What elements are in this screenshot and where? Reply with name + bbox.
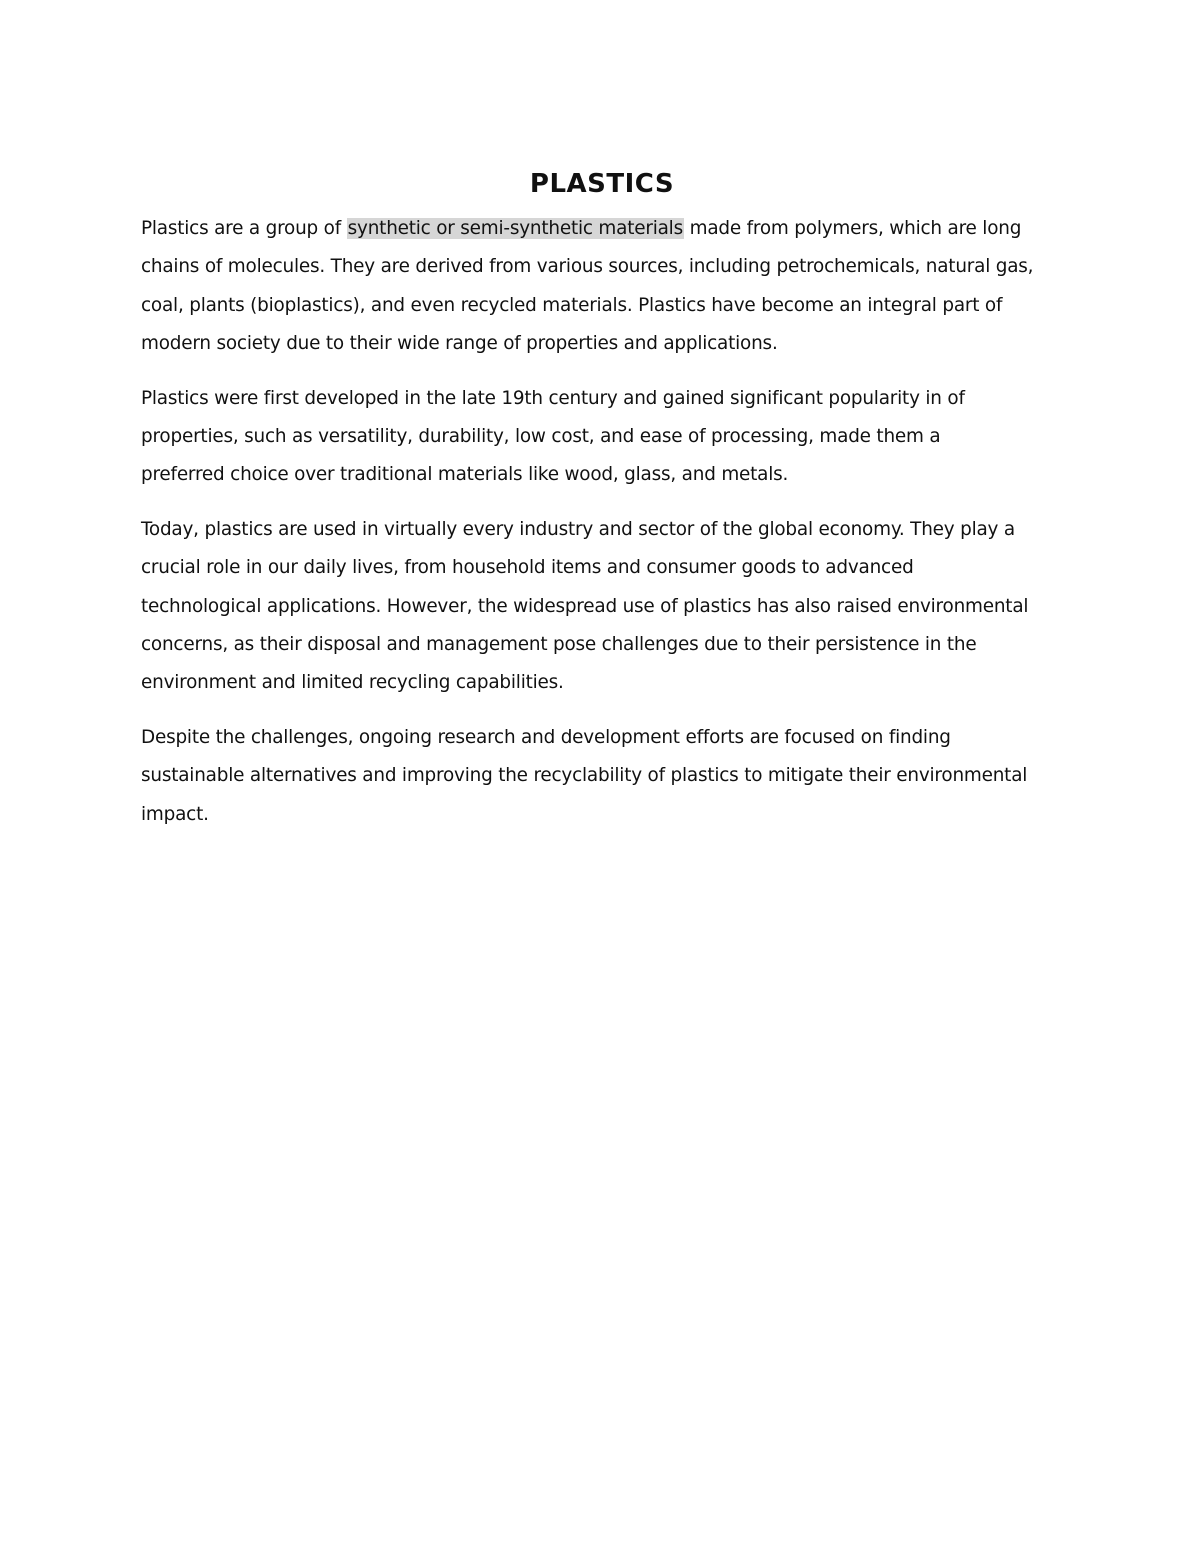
document-content (141, 162, 1063, 850)
paragraph-line[interactable]: properties, such as versatility, durability, low cost, and ease of processing, made them a (141, 426, 941, 448)
paragraph-line[interactable]: impact. (141, 803, 209, 825)
line-text-after-highlight[interactable]: made from polymers, which are long (683, 218, 1022, 239)
paragraph-line[interactable]: modern society due to their wide range of properties and applications. (141, 333, 778, 355)
paragraph-line[interactable]: Plastics were first developed in the late 19th century and gained significant popularity in of (141, 387, 965, 409)
paragraph-usage (141, 511, 1063, 703)
line-text-before-highlight[interactable]: Plastics are a group of (141, 218, 347, 239)
paragraph-line[interactable]: Today, plastics are used in virtually every industry and sector of the global economy. They play a (141, 518, 1015, 540)
paragraph-line[interactable]: preferred choice over traditional materials like wood, glass, and metals. (141, 464, 789, 486)
document-title: PLASTICS (529, 169, 675, 199)
paragraph-line[interactable]: environment and limited recycling capabilities. (141, 672, 564, 694)
highlighted-text[interactable]: synthetic or semi-synthetic materials (347, 218, 683, 239)
paragraph-line[interactable]: Despite the challenges, ongoing research and development efforts are focused on finding (141, 726, 951, 748)
paragraph-line[interactable]: coal, plants (bioplastics), and even recycled materials. Plastics have become an integral part of (141, 294, 1003, 316)
paragraph-line[interactable]: sustainable alternatives and improving the recyclability of plastics to mitigate their environmental (141, 765, 1028, 787)
paragraph-line[interactable]: concerns, as their disposal and management pose challenges due to their persistence in the (141, 634, 977, 656)
paragraph-future (141, 719, 1063, 834)
paragraph-line[interactable]: crucial role in our daily lives, from household items and consumer goods to advanced (141, 557, 914, 579)
paragraph-line[interactable] (141, 210, 1063, 248)
paragraph-introduction (141, 210, 1063, 364)
paragraph-line[interactable]: technological applications. However, the widespread use of plastics has also raised environmental (141, 595, 1029, 617)
paragraph-line[interactable]: chains of molecules. They are derived from various sources, including petrochemicals, natural gas, (141, 256, 1034, 278)
paragraph-history (141, 380, 1063, 495)
